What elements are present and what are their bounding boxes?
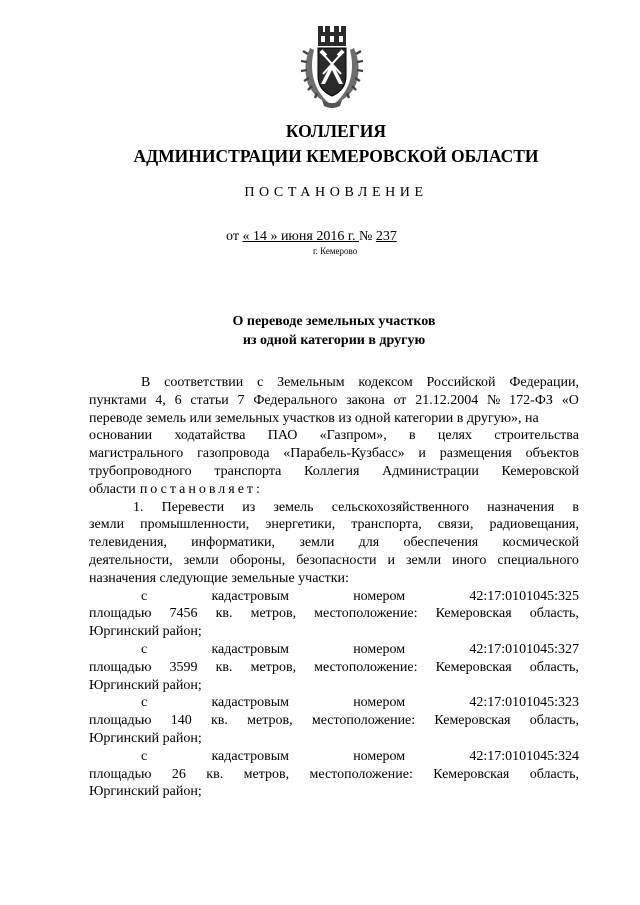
document-subject bbox=[0, 312, 640, 350]
word: пунктами bbox=[89, 392, 147, 408]
parcel-district: Юргинский район; bbox=[89, 784, 202, 800]
word: 21.12.2004 bbox=[415, 392, 479, 408]
word: Кемеровская bbox=[435, 659, 512, 675]
word: область, bbox=[529, 659, 579, 675]
word: радиовещания, bbox=[489, 517, 579, 533]
word: номером bbox=[353, 748, 406, 764]
word: площадью bbox=[89, 766, 152, 782]
parcel-1-line-2 bbox=[89, 605, 579, 623]
body-line-8 bbox=[89, 499, 579, 517]
word: целях bbox=[437, 428, 472, 444]
word: транспорта bbox=[214, 463, 282, 479]
document-body bbox=[89, 374, 579, 801]
word: 7 bbox=[237, 392, 245, 408]
organization-name-line2: АДМИНИСТРАЦИИ КЕМЕРОВСКОЙ ОБЛАСТИ bbox=[133, 146, 539, 166]
parcel-3-line-3 bbox=[89, 730, 579, 748]
word: кодексом bbox=[358, 375, 413, 390]
parcel-4-line-1 bbox=[89, 748, 579, 766]
parcel-area: 7456 bbox=[169, 606, 198, 622]
word: сельскохозяйственного bbox=[331, 499, 469, 515]
word: телевидения, bbox=[89, 535, 167, 551]
word: Земельным bbox=[277, 375, 345, 390]
word: 172-ФЗ bbox=[509, 392, 553, 408]
word: связи, bbox=[437, 517, 474, 533]
word: местоположение: bbox=[314, 659, 418, 675]
word: номером bbox=[353, 588, 406, 604]
organization-name-line1: КОЛЛЕГИЯ bbox=[285, 121, 387, 141]
word: ПАО bbox=[267, 428, 298, 444]
parcel-1-line-3 bbox=[89, 623, 579, 641]
word: кв. bbox=[206, 766, 224, 782]
word: кадастровым bbox=[211, 695, 289, 711]
resolves-word: постановляет: bbox=[139, 481, 263, 497]
document-date-number bbox=[226, 229, 397, 245]
parcel-2-line-3 bbox=[89, 677, 579, 695]
body-line-11 bbox=[89, 552, 579, 570]
word: «Парабель-Кузбасс» bbox=[283, 446, 405, 462]
word: земли bbox=[299, 535, 335, 551]
parcel-cadastral-number: 42:17:0101045:327 bbox=[469, 641, 579, 657]
body-line-12 bbox=[89, 570, 579, 588]
line-text: переводе земель или земельных участков из одной категории в другую», на bbox=[89, 410, 539, 426]
word: земли bbox=[89, 517, 125, 533]
word: метров, bbox=[247, 713, 293, 729]
word: кв. bbox=[215, 659, 233, 675]
document-city: г. Кемерово bbox=[313, 246, 358, 256]
word: кадастровым bbox=[211, 748, 289, 764]
word: назначения bbox=[487, 499, 555, 515]
word: газопровода bbox=[197, 446, 270, 462]
word: объектов bbox=[525, 446, 579, 462]
word: иного bbox=[452, 552, 487, 568]
word: Кемеровской bbox=[501, 463, 579, 479]
word: и bbox=[387, 552, 396, 568]
word: 1. bbox=[133, 499, 144, 515]
word: магистрального bbox=[89, 446, 184, 462]
word: местоположение: bbox=[314, 606, 418, 622]
word: номером bbox=[353, 695, 406, 711]
word: с bbox=[257, 375, 264, 390]
word: площадью bbox=[89, 606, 152, 622]
word: Федерации, bbox=[509, 375, 579, 390]
word: земли bbox=[183, 552, 219, 568]
parcel-3-line-1 bbox=[89, 694, 579, 712]
word: «О bbox=[561, 392, 579, 408]
parcel-district: Юргинский район; bbox=[89, 624, 202, 640]
word: с bbox=[141, 588, 148, 604]
parcel-2-line-1 bbox=[89, 641, 579, 659]
word: Коллегия bbox=[304, 463, 360, 479]
word: Администрации bbox=[382, 463, 479, 479]
body-line-9 bbox=[89, 516, 579, 534]
word: трубопроводного bbox=[89, 463, 192, 479]
word: Кемеровская bbox=[433, 766, 510, 782]
number-sign: № bbox=[358, 229, 373, 244]
word: земель bbox=[273, 499, 314, 515]
word: обороны, bbox=[229, 552, 286, 568]
word: промышленности, bbox=[140, 517, 250, 533]
word: 6 bbox=[174, 392, 182, 408]
word: с bbox=[141, 748, 148, 764]
date-prefix: от bbox=[226, 229, 239, 244]
subject-line2: из одной категории в другую bbox=[242, 333, 426, 348]
body-line-3 bbox=[89, 410, 579, 428]
parcel-4-line-3 bbox=[89, 783, 579, 801]
body-line-1 bbox=[89, 374, 579, 392]
document-type: ПОСТАНОВЛЕНИЕ bbox=[244, 185, 428, 200]
parcel-1-line-1 bbox=[89, 588, 579, 606]
word: Федерального bbox=[253, 392, 338, 408]
word: Российской bbox=[426, 375, 496, 390]
word: энергетики, bbox=[265, 517, 336, 533]
word: закона bbox=[346, 392, 385, 408]
word: с bbox=[141, 641, 148, 657]
word: строительства bbox=[494, 428, 579, 444]
word: от bbox=[393, 392, 407, 408]
line-text: назначения следующие земельные участки: bbox=[89, 570, 349, 586]
date-day: « 14 » bbox=[242, 229, 278, 244]
body-line-2 bbox=[89, 392, 579, 410]
coat-of-arms-icon bbox=[300, 24, 364, 108]
parcel-cadastral-number: 42:17:0101045:323 bbox=[469, 695, 579, 711]
word: кадастровым bbox=[211, 588, 289, 604]
parcel-cadastral-number: 42:17:0101045:324 bbox=[469, 748, 579, 764]
word: статьи bbox=[190, 392, 229, 408]
body-line-10 bbox=[89, 534, 579, 552]
parcel-3-line-2 bbox=[89, 712, 579, 730]
word: космической bbox=[502, 535, 579, 551]
word: метров, bbox=[243, 766, 290, 782]
word: кв. bbox=[210, 713, 228, 729]
word: область, bbox=[529, 606, 579, 622]
parcel-4-line-2 bbox=[89, 766, 579, 784]
word: для bbox=[358, 535, 380, 551]
parcel-area: 140 bbox=[170, 713, 192, 729]
word: Кемеровская bbox=[434, 713, 511, 729]
parcel-district: Юргинский район; bbox=[89, 677, 202, 693]
parcel-district: Юргинский район; bbox=[89, 730, 202, 746]
word: ходатайства bbox=[174, 428, 246, 444]
word: размещения bbox=[439, 446, 512, 462]
word: специального bbox=[497, 552, 579, 568]
word: «Газпром», bbox=[319, 428, 387, 444]
date-month-year: июня 2016 г. bbox=[277, 229, 359, 244]
word: информатики, bbox=[191, 535, 276, 551]
parcel-area: 3599 bbox=[169, 659, 198, 675]
word: безопасности bbox=[296, 552, 377, 568]
word: кв. bbox=[215, 606, 233, 622]
word: с bbox=[141, 695, 148, 711]
parcel-2-line-2 bbox=[89, 659, 579, 677]
body-line-5 bbox=[89, 445, 579, 463]
parcel-area: 26 bbox=[171, 766, 186, 782]
word: и bbox=[418, 446, 426, 462]
word: площадью bbox=[89, 659, 152, 675]
word: Кемеровская bbox=[435, 606, 512, 622]
word: основании bbox=[89, 428, 153, 444]
subject-line1: О переводе земельных участков bbox=[232, 314, 436, 329]
body-line-6 bbox=[89, 463, 579, 481]
word: 4, bbox=[155, 392, 166, 408]
word: область, bbox=[529, 766, 579, 782]
body-line-4 bbox=[89, 427, 579, 445]
word: метров, bbox=[250, 659, 297, 675]
word: в bbox=[572, 499, 579, 515]
word: деятельности, bbox=[89, 552, 173, 568]
parcel-cadastral-number: 42:17:0101045:325 bbox=[469, 588, 579, 604]
word: транспорта, bbox=[351, 517, 422, 533]
document-number: 237 bbox=[375, 229, 397, 244]
word: кадастровым bbox=[211, 641, 289, 657]
word: В bbox=[141, 375, 151, 390]
word: в bbox=[408, 428, 416, 444]
word: метров, bbox=[250, 606, 297, 622]
word: земли bbox=[405, 552, 442, 568]
word: из bbox=[242, 499, 256, 515]
body-line-7 bbox=[89, 481, 579, 499]
word: обеспечения bbox=[403, 535, 479, 551]
word: номером bbox=[353, 641, 406, 657]
word: области bbox=[89, 481, 136, 497]
word: Перевести bbox=[161, 499, 225, 515]
word: площадью bbox=[89, 713, 152, 729]
word: местоположение: bbox=[309, 766, 413, 782]
word: область, bbox=[529, 713, 579, 729]
word: местоположение: bbox=[311, 713, 416, 729]
word: соответствии bbox=[164, 375, 244, 390]
word: № bbox=[487, 392, 501, 408]
